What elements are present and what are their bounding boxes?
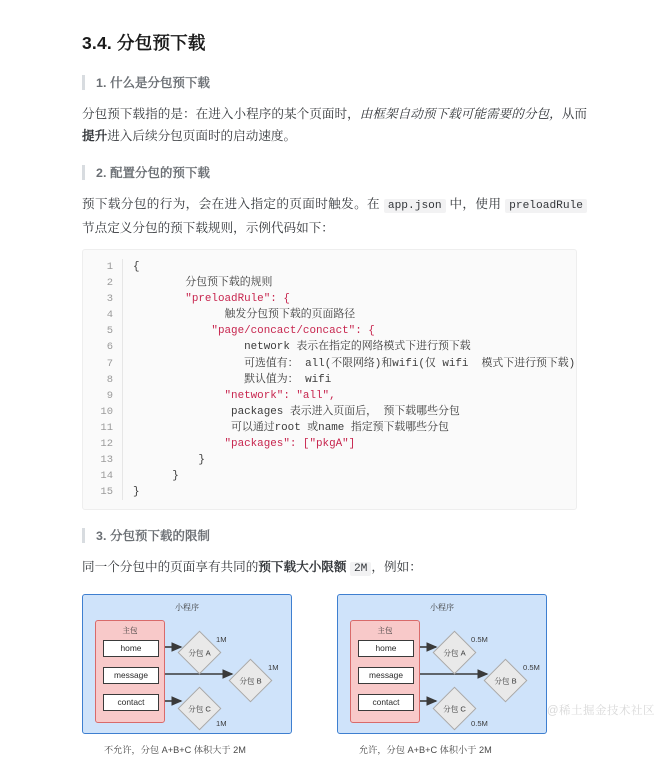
line-number: 1 — [106, 261, 113, 273]
code-line-text: } — [122, 468, 576, 484]
panel-title: 小程序 — [430, 603, 454, 613]
subpackage-c-size: 0.5M — [471, 719, 488, 729]
page-box-home: home — [103, 640, 159, 657]
subpackage-b-label: 分包 B — [494, 676, 517, 686]
limit-paragraph — [82, 556, 587, 580]
code-line — [83, 404, 576, 420]
line-number: 15 — [100, 486, 113, 499]
intro-text-italic: 由框架自动预下载可能需要的分包， — [359, 107, 562, 121]
intro-text-c: 进入后续分包页面时的启动速度。 — [107, 129, 297, 143]
intro-text-bold: 提升 — [82, 129, 108, 143]
code-line-text: "network": "all", — [122, 388, 576, 404]
config-text-a: 预下载分包的行为，会在进入指定的页面时触发。在 — [82, 197, 384, 211]
subpackage-c-label: 分包 C — [188, 704, 211, 714]
code-line — [83, 420, 576, 436]
code-line — [83, 291, 576, 307]
subsection-heading-1 — [82, 73, 587, 91]
subpackage-b-label: 分包 B — [239, 676, 262, 686]
watermark: @稀土掘金技术社区 — [546, 705, 655, 717]
page-box-message: message — [358, 667, 414, 684]
code-block[interactable] — [82, 249, 577, 510]
code-line — [83, 307, 576, 323]
page-box-message: message — [103, 667, 159, 684]
subpackage-a-size: 0.5M — [471, 635, 488, 645]
line-number: 4 — [106, 309, 113, 322]
page-box-contact: contact — [103, 694, 159, 711]
limit-text-b: ，例如： — [371, 560, 422, 575]
code-line — [83, 259, 576, 275]
line-number: 13 — [100, 454, 113, 467]
heading-accent-bar — [82, 75, 85, 90]
config-text-c: 节点定义分包的预下载规则，示例代码如下： — [82, 221, 334, 235]
subpackage-a-label: 分包 A — [188, 648, 211, 658]
code-line — [83, 468, 576, 484]
code-line — [83, 452, 576, 468]
figure-not-allowed — [82, 594, 292, 758]
inline-code-appjson: app.json — [384, 199, 446, 213]
line-number: 11 — [100, 421, 113, 434]
inline-code-size-limit: 2M — [350, 562, 371, 576]
limit-text-bold: 预下载大小限额 — [258, 560, 347, 575]
code-line-text: 默认值为： wifi — [122, 372, 576, 388]
figure-caption: 允许，分包 A+B+C 体积小于 2M — [359, 745, 492, 756]
code-line-text: "page/concact/concact": { — [122, 323, 576, 339]
code-line — [83, 275, 576, 291]
line-number: 14 — [100, 470, 113, 483]
subsection-label: 1. 什么是分包预下载 — [96, 76, 211, 90]
subsection-label: 2. 配置分包的预下载 — [96, 166, 211, 180]
line-number: 7 — [106, 357, 113, 370]
code-line-text: network 表示在指定的网络模式下进行预下载 — [122, 339, 576, 355]
line-number: 5 — [106, 325, 113, 338]
figure-caption: 不允许，分包 A+B+C 体积大于 2M — [104, 745, 246, 756]
subpackage-b-size: 1M — [268, 663, 279, 673]
code-line-text: 分包预下载的规则 — [122, 275, 576, 291]
code-line — [83, 436, 576, 452]
code-line — [83, 484, 576, 500]
line-number: 6 — [106, 341, 113, 354]
inline-code-preloadrule: preloadRule — [505, 199, 587, 213]
code-line-text: { — [122, 259, 576, 275]
code-line-text: "packages": ["pkgA"] — [122, 436, 576, 452]
line-number: 12 — [100, 438, 113, 451]
subpackage-c-size: 1M — [216, 719, 227, 729]
intro-paragraph — [82, 103, 587, 147]
subpackage-a-size: 1M — [216, 635, 227, 645]
code-line — [83, 372, 576, 388]
code-line-text: 可选值有： all(不限网络)和wifi(仅 wifi 模式下进行预下载) — [122, 356, 576, 372]
subsection-heading-2 — [82, 163, 587, 181]
main-package-title: 主包 — [377, 626, 393, 636]
code-line — [83, 356, 576, 372]
subsection-label: 3. 分包预下载的限制 — [96, 529, 211, 544]
subsection-heading-3 — [82, 526, 587, 544]
subpackage-c-label: 分包 C — [443, 704, 466, 714]
heading-accent-bar — [82, 165, 85, 180]
diagram-group — [82, 594, 587, 758]
line-number: 3 — [106, 293, 113, 306]
code-line — [83, 323, 576, 339]
miniprogram-panel — [82, 594, 292, 734]
intro-text-a: 分包预下载指的是：在进入小程序的某个页面时， — [82, 107, 360, 121]
code-line-text: } — [122, 452, 576, 468]
line-number: 10 — [100, 405, 113, 418]
code-line — [83, 388, 576, 404]
figure-allowed — [337, 594, 547, 758]
subpackage-b-size: 0.5M — [523, 663, 540, 673]
intro-text-b: 从而 — [561, 107, 588, 121]
code-line-text: 触发分包预下载的页面路径 — [122, 307, 576, 323]
heading-accent-bar — [82, 528, 85, 543]
page-box-home: home — [358, 640, 414, 657]
code-line — [83, 339, 576, 355]
page-box-contact: contact — [358, 694, 414, 711]
config-text-b: 中，使用 — [445, 197, 506, 211]
line-number: 9 — [106, 389, 113, 402]
subpackage-a-label: 分包 A — [443, 648, 466, 658]
config-paragraph — [82, 193, 587, 239]
panel-title: 小程序 — [175, 603, 199, 613]
page-title: 3.4. 分包预下载 — [82, 33, 206, 53]
code-line-text: "preloadRule": { — [122, 291, 576, 307]
code-line-text: packages 表示进入页面后， 预下载哪些分包 — [122, 404, 576, 420]
code-line-text: 可以通过root 或name 指定预下载哪些分包 — [122, 420, 576, 436]
miniprogram-panel — [337, 594, 547, 734]
line-number: 2 — [106, 277, 113, 290]
line-number: 8 — [106, 373, 113, 386]
main-package-title: 主包 — [122, 626, 138, 636]
limit-text-a: 同一个分包中的页面享有共同的 — [82, 560, 259, 575]
code-line-text: } — [122, 484, 576, 500]
